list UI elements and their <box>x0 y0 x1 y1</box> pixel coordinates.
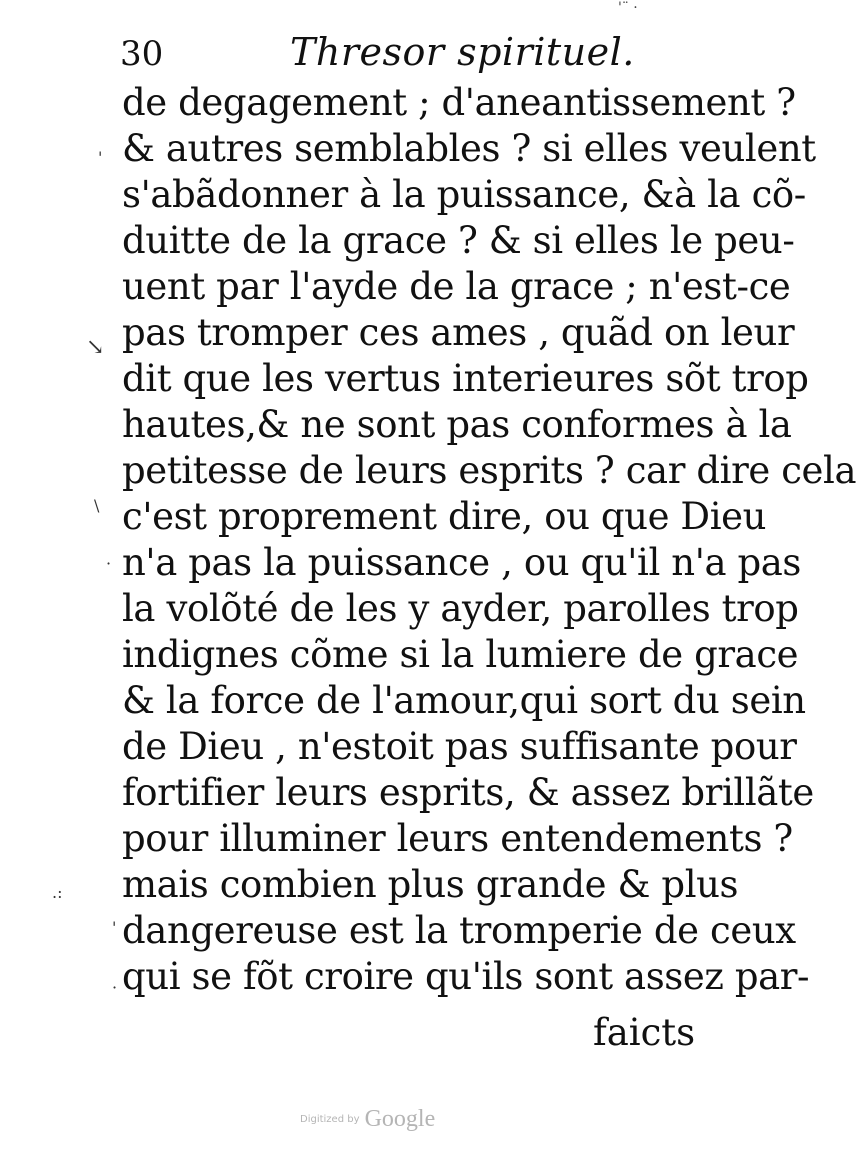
margin-ink-mark: ' <box>112 918 117 937</box>
text-line: indignes cõme si la lumiere de grace <box>122 633 799 676</box>
text-line: & autres semblables ? si elles veulent <box>122 127 816 170</box>
text-line: pour illuminer leurs entendements ? <box>122 817 793 860</box>
text-line: la volõté de les y ayder, parolles trop <box>122 587 799 630</box>
text-line: c'est proprement dire, ou que Dieu <box>122 495 767 538</box>
text-line: de Dieu , n'estoit pas suffisante pour <box>122 725 797 768</box>
text-line: fortifier leurs esprits, & assez brillãte <box>122 771 814 814</box>
margin-ink-mark: · <box>112 978 118 997</box>
digitization-watermark <box>300 1106 480 1133</box>
corner-ink-mark: '¨ · <box>618 0 638 16</box>
text-line: n'a pas la puissance , ou qu'il n'a pas <box>122 541 802 584</box>
watermark-prefix: Digitized by <box>300 1114 360 1125</box>
text-line: s'abãdonner à la puissance, &à la cõ- <box>122 173 806 216</box>
text-line: uent par l'ayde de la grace ; n'est-ce <box>122 265 791 308</box>
margin-ink-mark: \ <box>94 496 100 515</box>
text-line: duitte de la grace ? & si elles le peu- <box>122 219 795 262</box>
text-line: dit que les vertus interieures sõt trop <box>122 357 809 400</box>
page-header <box>120 28 635 78</box>
google-logo: Google <box>364 1106 436 1132</box>
running-title: Thresor spirituel. <box>290 30 635 74</box>
catchword: faicts <box>593 1011 696 1054</box>
body-text <box>122 80 856 1000</box>
margin-ink-mark: ' <box>98 148 103 167</box>
text-line: petitesse de leurs esprits ? car dire cela <box>122 449 856 492</box>
page-number: 30 <box>120 34 164 74</box>
margin-ink-mark: · <box>106 554 112 573</box>
text-line: qui se fõt croire qu'ils sont assez par- <box>122 955 810 998</box>
text-line: dangereuse est la tromperie de ceux <box>122 909 796 952</box>
text-line: & la force de l'amour,qui sort du sein <box>122 679 806 722</box>
text-line: de degagement ; d'aneantissement ? <box>122 81 796 124</box>
text-line: hautes,& ne sont pas conformes à la <box>122 403 792 446</box>
text-line: mais combien plus grande & plus <box>122 863 739 906</box>
text-line: pas tromper ces ames , quãd on leur <box>122 311 795 354</box>
margin-ink-mark: .: <box>52 883 63 902</box>
margin-ink-mark: ↘ <box>86 335 105 360</box>
